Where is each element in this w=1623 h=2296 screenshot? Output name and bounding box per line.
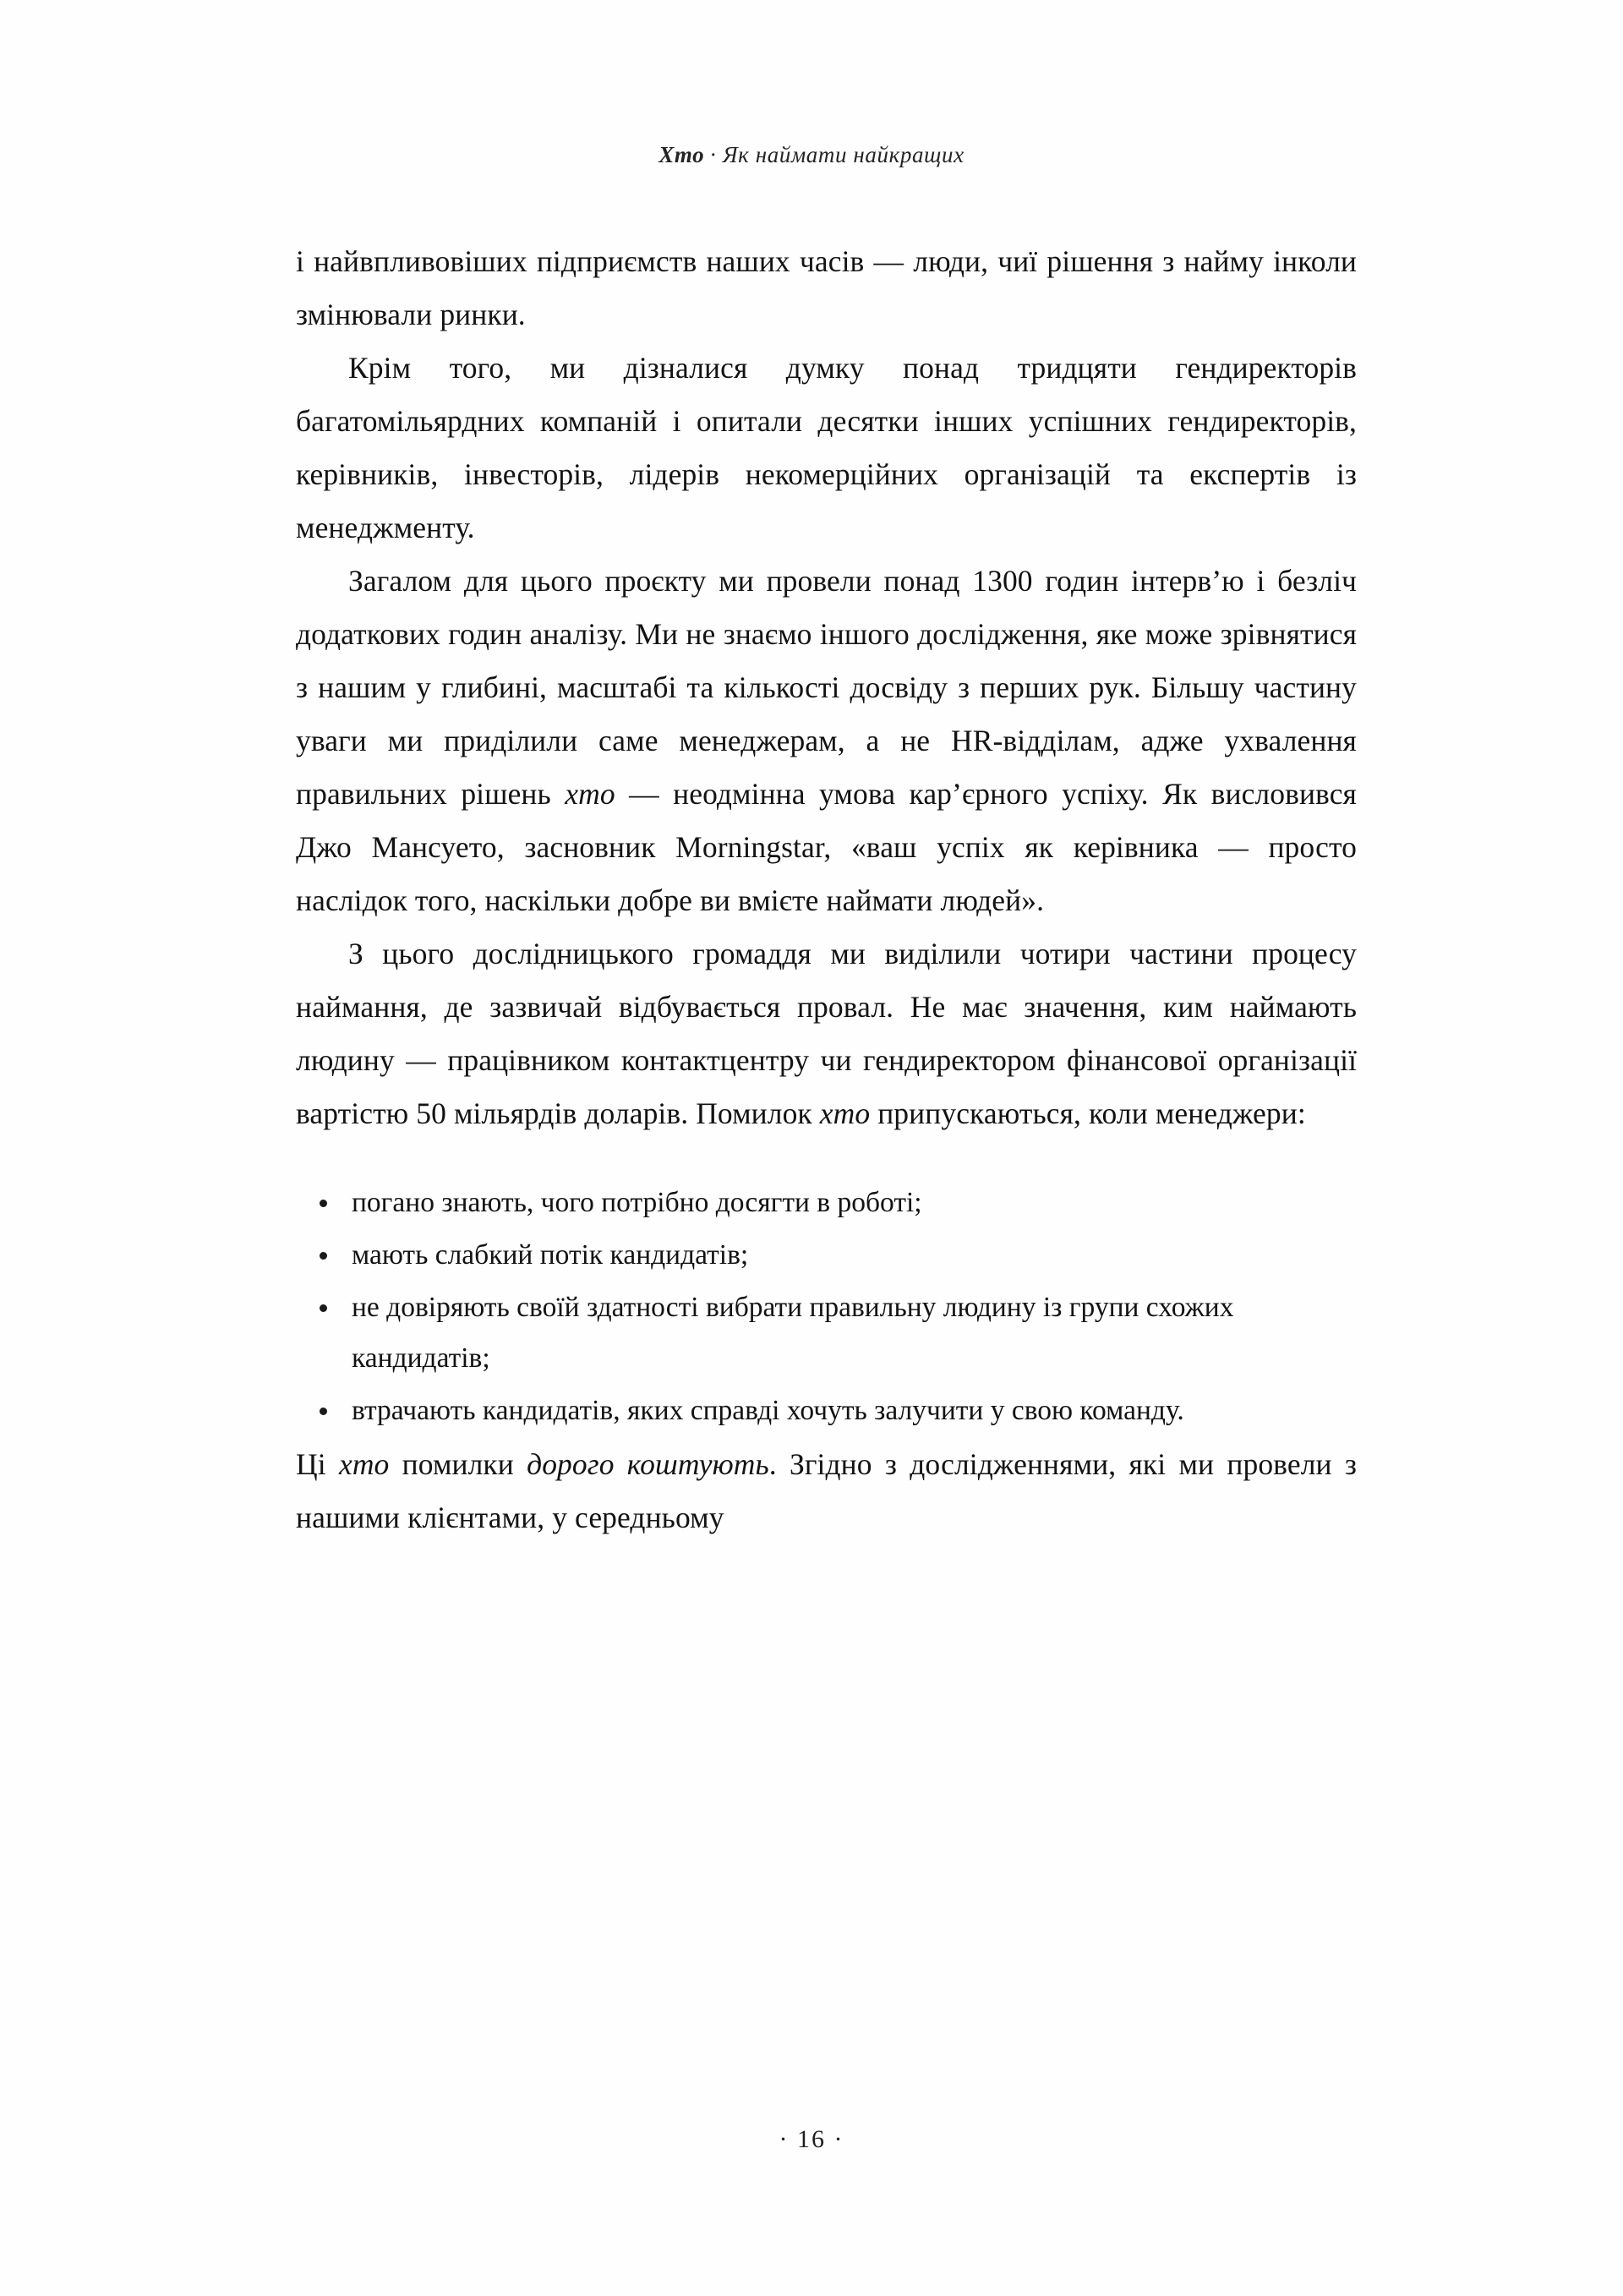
list-item-text: мають слабкий потік кандидатів;	[352, 1239, 749, 1271]
list-item	[296, 1386, 1357, 1436]
bullet-dot-icon	[320, 1408, 327, 1415]
list-item-text: погано знають, чого потрібно досягти в роботі;	[352, 1187, 922, 1218]
paragraph-1-text: і найвпливовіших підприємств наших часів — люди, чиї рішення з найму інколи змінювали ринки.	[296, 244, 1357, 331]
bullet-dot-icon	[320, 1200, 327, 1207]
closing-text-part-1: Ці	[296, 1447, 339, 1481]
paragraph-3-text-part-2: — неодмінна умова кар’єрного успіху. Як висловився Джо Мансуето, засновник Morningstar, «ваш успіх як керівника — просто наслідок того, наскільки добре ви вмієте наймати людей».	[296, 777, 1357, 917]
paragraph-4-text-part-1: З цього дослідницького громаддя ми виділили чотири частини процесу наймання, де зазвичай відбувається провал. Не має значення, ким наймають людину — працівником контактцентру чи гендиректором фінансової організації вартістю 50 мільярдів доларів. Помилок	[296, 937, 1357, 1130]
text-column	[296, 235, 1357, 1544]
paragraph-4	[296, 927, 1357, 1140]
paragraph-4-text-part-2: припускаються, коли менеджери:	[870, 1096, 1306, 1130]
list-item	[296, 1230, 1357, 1281]
page-number: · 16 ·	[779, 2125, 844, 2153]
list-item-text: втрачають кандидатів, яких справді хочуть залучити у свою команду.	[352, 1395, 1184, 1426]
paragraph-2	[296, 342, 1357, 555]
list-item-text: не довіряють своїй здатності вибрати правильну людину із групи схожих кандидатів;	[352, 1292, 1234, 1374]
bullet-dot-icon	[320, 1304, 327, 1312]
running-head-title: Хто	[658, 142, 705, 167]
closing-text-part-2: помилки	[389, 1447, 527, 1481]
closing-italic-dorogo: дорого коштують	[527, 1447, 769, 1481]
bullet-list	[296, 1178, 1357, 1436]
paragraph-2-text: Крім того, ми дізналися думку понад тридцяти гендиректорів багатомільярдних компаній і опитали десятки інших успішних гендиректорів, керівників, інвесторів, лідерів некомерційних організацій та експертів із менеджменту.	[296, 351, 1357, 544]
running-head-subtitle: Як наймати найкращих	[722, 142, 965, 167]
list-item	[296, 1178, 1357, 1228]
bullet-dot-icon	[320, 1252, 327, 1260]
closing-text-part-3: . Згідно з дослідженнями, які ми провели з нашими клієнтами, у середньому	[296, 1447, 1357, 1534]
paragraph-3-italic-hto: хто	[565, 777, 615, 811]
closing-italic-hto: хто	[338, 1447, 390, 1481]
paragraph-3	[296, 555, 1357, 927]
closing-paragraph	[296, 1438, 1357, 1544]
paragraph-1	[296, 235, 1357, 342]
list-item	[296, 1282, 1357, 1384]
running-head	[0, 142, 1623, 168]
paragraph-3-text-part-1: Загалом для цього проєкту ми провели понад 1300 годин інтерв’ю і безліч додаткових годин аналізу. Ми не знаємо іншого дослідження, яке може зрівнятися з нашим у глибині, масштабі та кількості досвіду з перших рук. Більшу частину уваги ми приділили саме менеджерам, а не HR-відділам, адже ухвалення правильних рішень	[296, 564, 1357, 811]
paragraph-4-italic-hto: хто	[819, 1096, 871, 1130]
running-head-separator: ·	[709, 142, 718, 167]
